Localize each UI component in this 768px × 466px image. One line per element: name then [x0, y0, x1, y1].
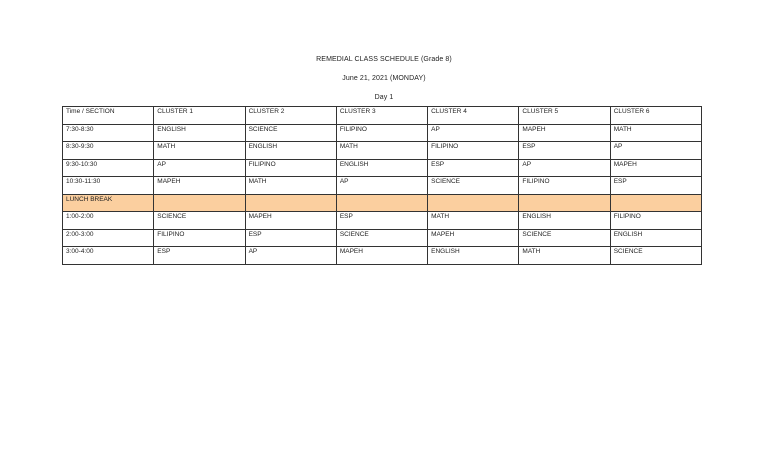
subject-cell: MATH	[428, 212, 519, 230]
subject-cell: SCIENCE	[428, 177, 519, 195]
subject-cell: ENGLISH	[336, 159, 427, 177]
header-cell-cluster: CLUSTER 4	[428, 107, 519, 125]
subject-cell: AP	[336, 177, 427, 195]
subject-cell: MAPEH	[154, 177, 245, 195]
time-cell: LUNCH BREAK	[63, 194, 154, 212]
time-cell: 10:30-11:30	[63, 177, 154, 195]
subject-cell	[245, 194, 336, 212]
subject-cell: AP	[610, 142, 701, 160]
subject-cell: ESP	[428, 159, 519, 177]
subject-cell: ENGLISH	[245, 142, 336, 160]
subject-cell: FILIPINO	[336, 124, 427, 142]
subject-cell	[610, 194, 701, 212]
table-row	[63, 124, 702, 142]
subject-cell: MAPEH	[245, 212, 336, 230]
schedule-date: June 21, 2021 (MONDAY)	[342, 75, 426, 82]
subject-cell: ENGLISH	[428, 247, 519, 265]
subject-cell: SCIENCE	[336, 229, 427, 247]
subject-cell: SCIENCE	[245, 124, 336, 142]
table-row	[63, 229, 702, 247]
subject-cell	[519, 194, 610, 212]
subject-cell: MATH	[519, 247, 610, 265]
time-cell: 9:30-10:30	[63, 159, 154, 177]
subject-cell: MAPEH	[336, 247, 427, 265]
subject-cell: AP	[428, 124, 519, 142]
subject-cell: FILIPINO	[610, 212, 701, 230]
time-cell: 3:00-4:00	[63, 247, 154, 265]
subject-cell: MATH	[336, 142, 427, 160]
schedule-table-body	[63, 107, 702, 265]
time-cell: 7:30-8:30	[63, 124, 154, 142]
table-row	[63, 159, 702, 177]
document-title: REMEDIAL CLASS SCHEDULE (Grade 8)	[316, 56, 452, 63]
subject-cell: FILIPINO	[245, 159, 336, 177]
subject-cell: MATH	[154, 142, 245, 160]
subject-cell: MAPEH	[519, 124, 610, 142]
table-header-row	[63, 107, 702, 125]
subject-cell: ESP	[610, 177, 701, 195]
header-cell-cluster: CLUSTER 6	[610, 107, 701, 125]
subject-cell	[428, 194, 519, 212]
header-cell-time-section: Time / SECTION	[63, 107, 154, 125]
subject-cell: ENGLISH	[610, 229, 701, 247]
subject-cell: ESP	[519, 142, 610, 160]
subject-cell: SCIENCE	[154, 212, 245, 230]
subject-cell	[336, 194, 427, 212]
header-cell-cluster: CLUSTER 3	[336, 107, 427, 125]
table-row	[63, 247, 702, 265]
subject-cell: FILIPINO	[428, 142, 519, 160]
subject-cell: AP	[519, 159, 610, 177]
subject-cell: AP	[245, 247, 336, 265]
subject-cell: FILIPINO	[154, 229, 245, 247]
subject-cell: AP	[154, 159, 245, 177]
header-cell-cluster: CLUSTER 5	[519, 107, 610, 125]
header-cell-cluster: CLUSTER 1	[154, 107, 245, 125]
subject-cell: MATH	[610, 124, 701, 142]
table-row	[63, 177, 702, 195]
subject-cell: MAPEH	[610, 159, 701, 177]
schedule-day: Day 1	[374, 94, 394, 101]
time-cell: 2:00-3:00	[63, 229, 154, 247]
subject-cell: ENGLISH	[154, 124, 245, 142]
table-row	[63, 212, 702, 230]
time-cell: 8:30-9:30	[63, 142, 154, 160]
subject-cell: ESP	[245, 229, 336, 247]
subject-cell: MATH	[245, 177, 336, 195]
subject-cell	[154, 194, 245, 212]
header-cell-cluster: CLUSTER 2	[245, 107, 336, 125]
table-row	[63, 142, 702, 160]
subject-cell: MAPEH	[428, 229, 519, 247]
subject-cell: SCIENCE	[519, 229, 610, 247]
lunch-break-row	[63, 194, 702, 212]
subject-cell: FILIPINO	[519, 177, 610, 195]
subject-cell: ESP	[336, 212, 427, 230]
subject-cell: SCIENCE	[610, 247, 701, 265]
subject-cell: ENGLISH	[519, 212, 610, 230]
subject-cell: ESP	[154, 247, 245, 265]
time-cell: 1:00-2:00	[63, 212, 154, 230]
schedule-table	[62, 106, 702, 265]
